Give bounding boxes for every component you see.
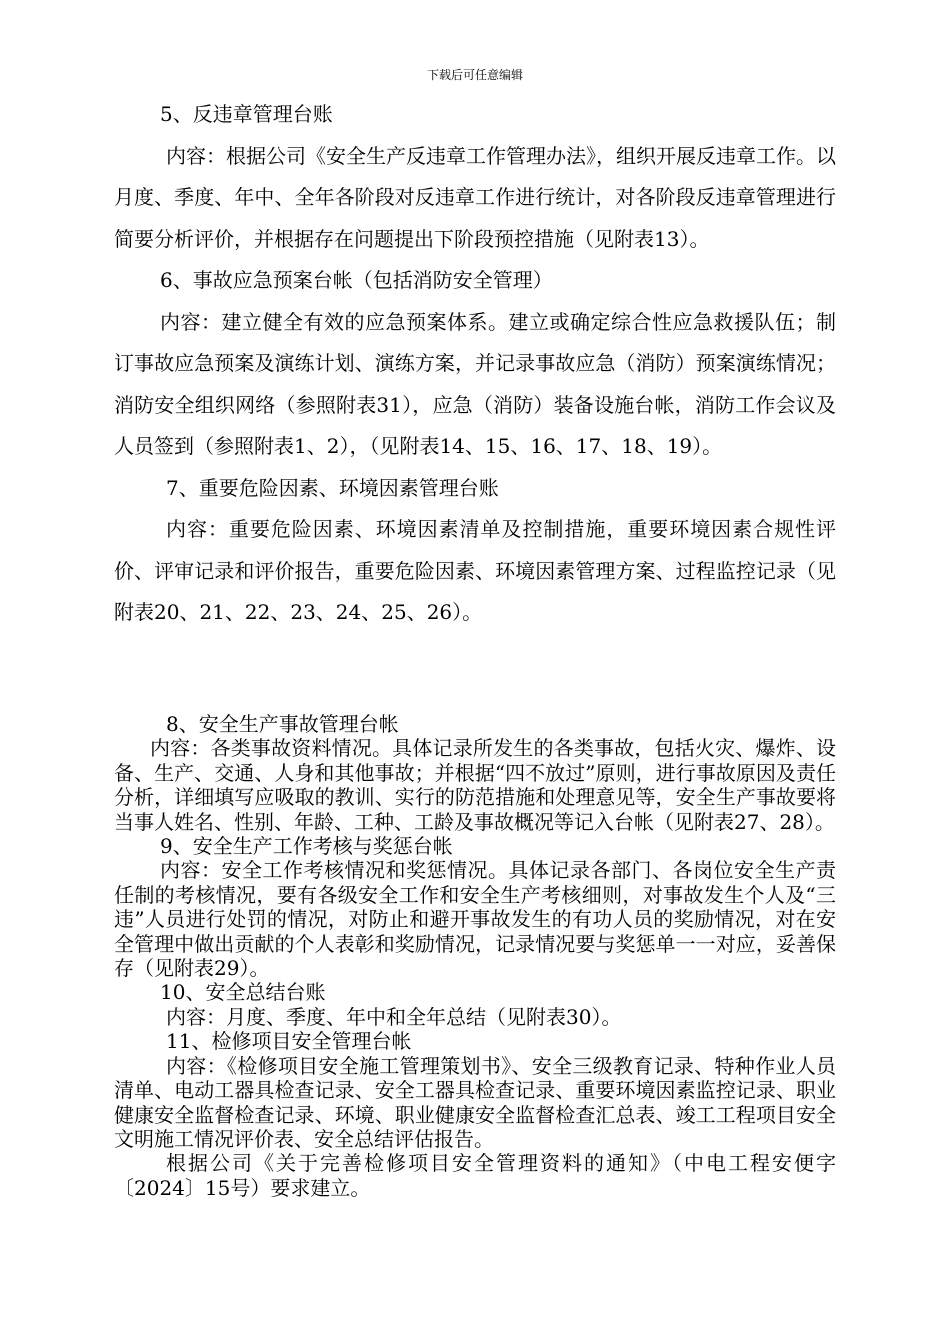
document-body-upper bbox=[114, 94, 836, 634]
section-10-body: 内容：月度、季度、年中和全年总结（见附表30）。 bbox=[166, 1004, 622, 1029]
section-6-heading: 6、事故应急预案台帐（包括消防安全管理） bbox=[160, 268, 553, 292]
section-9-body: 内容：安全工作考核情况和奖惩情况。具体记录各部门、各岗位安全生产责任制的考核情况，要有各级安全工作和安全生产考核细则，对事故发生个人及“三违”人员进行处罚的情况，对防止和避开事故发生的有功人员的奖励情况，对在安全管理中做出贡献的个人表彰和奖励情况，记录情况要与奖惩单一一对应，妥善保存（见附表29）。 bbox=[114, 858, 836, 981]
document-body-lower bbox=[114, 712, 836, 1200]
page-header: 下载后可任意编辑 bbox=[426, 68, 523, 82]
section-11-body: 内容：《检修项目安全施工管理策划书》、安全三级教育记录、特种作业人员清单、电动工器具检查记录、安全工器具检查记录、重要环境因素监控记录、职业健康安全监督检查记录、环境、职业健康安全监督检查汇总表、竣工工程项目安全文明施工情况评价表、安全总结评估报告。 bbox=[114, 1053, 836, 1151]
section-11-note: 根据公司《关于完善检修项目安全管理资料的通知》（中电工程安便字〔2024〕15号）要求建立。 bbox=[114, 1151, 836, 1200]
section-8-heading: 8、安全生产事故管理台帐 bbox=[166, 712, 399, 736]
section-7-heading: 7、重要危险因素、环境因素管理台账 bbox=[166, 475, 499, 500]
section-8-body: 内容：各类事故资料情况。具体记录所发生的各类事故，包括火灾、爆炸、设备、生产、交通、人身和其他事故；并根据“四不放过”原则，进行事故原因及责任分析，详细填写应吸取的教训、实行的防范措施和处理意见等，安全生产事故要将当事人姓名、性别、年龄、工种、工龄及事故概况等记入台帐（见附表27、28）。 bbox=[114, 736, 836, 834]
section-11-heading: 11、检修项目安全管理台帐 bbox=[166, 1029, 412, 1054]
section-5-body: 内容：根据公司《安全生产反违章工作管理办法》，组织开展反违章工作。以月度、季度、年中、全年各阶段对反违章工作进行统计，对各阶段反违章管理进行简要分析评价，并根据存在问题提出下阶段预控措施（见附表13）。 bbox=[114, 143, 836, 251]
section-5-heading: 5、反违章管理台账 bbox=[160, 102, 333, 126]
section-9-heading: 9、安全生产工作考核与奖惩台帐 bbox=[160, 834, 453, 859]
section-10-heading: 10、安全总结台账 bbox=[160, 980, 326, 1005]
section-7-body: 内容：重要危险因素、环境因素清单及控制措施，重要环境因素合规性评价、评审记录和评价报告，重要危险因素、环境因素管理方案、过程监控记录（见附表20、21、22、23、24、25、26）。 bbox=[114, 517, 836, 624]
section-6-body: 内容：建立健全有效的应急预案体系。建立或确定综合性应急救援队伍；制订事故应急预案及演练计划、演练方案，并记录事故应急（消防）预案演练情况；消防安全组织网络（参照附表31），应急（消防）装备设施台帐，消防工作会议及人员签到（参照附表1、2），（见附表14、15、16、17、18、19）。 bbox=[114, 309, 836, 458]
